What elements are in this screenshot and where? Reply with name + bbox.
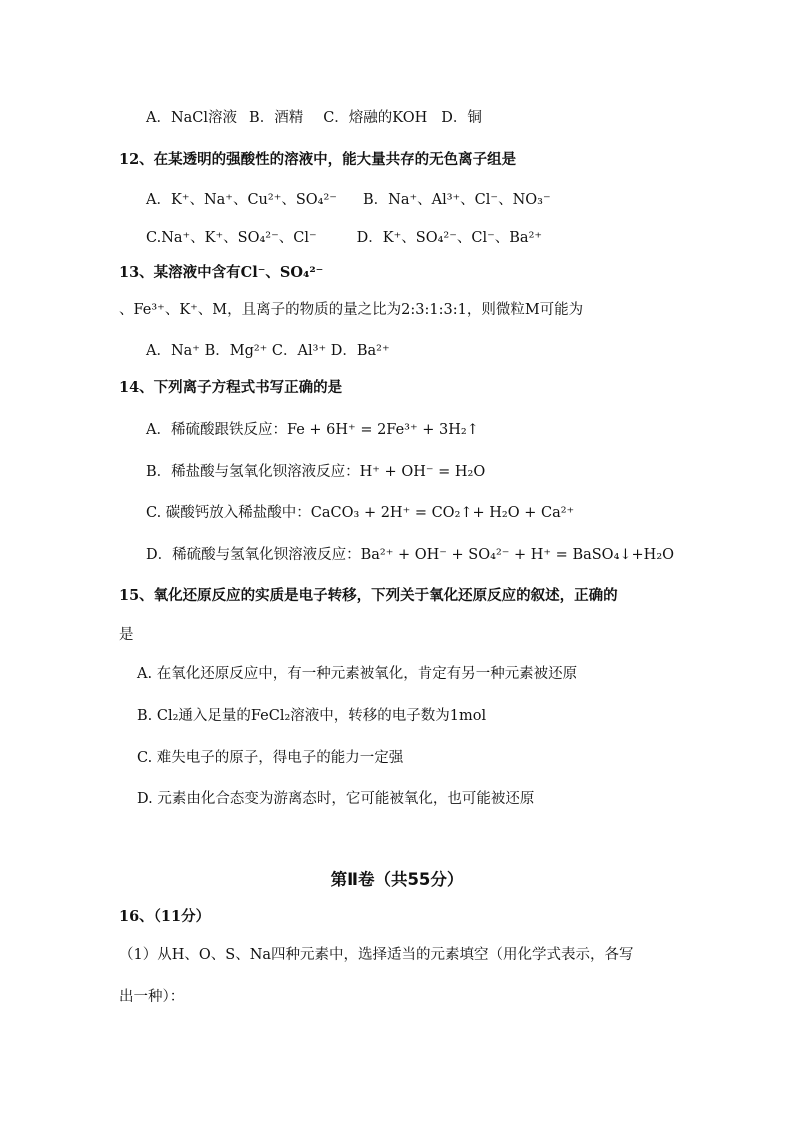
q11-option-c: C．熔融的KOH <box>323 110 428 126</box>
q12-options-row1 <box>146 190 551 210</box>
q15-option-a: A. 在氧化还原反应中，有一种元素被氧化，肯定有另一种元素被还原 <box>137 666 578 682</box>
q13-stem-line1: 13、某溶液中含有Cl⁻、SO₄²⁻ <box>119 264 324 281</box>
q14-stem: 14、下列离子方程式书写正确的是 <box>119 379 343 396</box>
q14-option-a: A．稀硫酸跟铁反应：Fe + 6H⁺ = 2Fe³⁺ + 3H₂↑ <box>146 422 479 438</box>
q16-stem: 16、（11分） <box>119 908 211 925</box>
q12-d-label: D． <box>356 230 383 246</box>
q13-stem-line2: 、Fe³⁺、K⁺、M，且离子的物质的量之比为2:3:1:3:1，则微粒M可能为 <box>119 302 584 318</box>
q12-c-ions: Na⁺、K⁺、SO₄²⁻、Cl⁻ <box>161 230 317 246</box>
q16-part1-line2: 出一种）： <box>119 989 185 1005</box>
q15-option-b: B. Cl₂通入足量的FeCl₂溶液中，转移的电子数为1mol <box>137 708 487 724</box>
q11-option-d: D．铜 <box>441 110 482 126</box>
q12-a-ions: K⁺、Na⁺、Cu²⁺、SO₄²⁻ <box>170 192 337 208</box>
q15-option-c: C. 难失电子的原子，得电子的能力一定强 <box>137 750 404 766</box>
q13-options: A．Na⁺ B．Mg²⁺ C．Al³⁺ D．Ba²⁺ <box>146 343 390 359</box>
q14-option-d: D．稀硫酸与氢氧化钡溶液反应：Ba²⁺ + OH⁻ + SO₄²⁻ + H⁺ = BaSO₄↓+H₂O <box>146 547 675 563</box>
q11-options <box>146 108 482 128</box>
q15-stem-line1: 15、氧化还原反应的实质是电子转移，下列关于氧化还原反应的叙述，正确的 <box>119 587 618 604</box>
q11-option-b: B．酒精 <box>249 110 304 126</box>
q15-stem-line2: 是 <box>119 627 134 643</box>
q14-option-c: C. 碳酸钙放入稀盐酸中：CaCO₃ + 2H⁺ = CO₂↑+ H₂O + Ca²⁺ <box>146 505 575 521</box>
q12-b-ions: Na⁺、Al³⁺、Cl⁻、NO₃⁻ <box>388 192 551 208</box>
q12-options-row2 <box>146 228 542 248</box>
q14-option-b: B．稀盐酸与氢氧化钡溶液反应：H⁺ + OH⁻ = H₂O <box>146 464 486 480</box>
q15-option-d: D. 元素由化合态变为游离态时，它可能被氧化，也可能被还原 <box>137 791 535 807</box>
q12-stem: 12、在某透明的强酸性的溶液中，能大量共存的无色离子组是 <box>119 151 517 168</box>
section-title: 第Ⅱ卷（共55分） <box>330 870 464 889</box>
q12-a-label: A． <box>146 192 171 208</box>
q12-b-label: B． <box>362 192 389 208</box>
q12-d-ions: K⁺、SO₄²⁻、Cl⁻、Ba²⁺ <box>382 230 543 246</box>
q16-part1-line1: （1）从H、O、S、Na四种元素中，选择适当的元素填空（用化学式表示，各写 <box>119 947 634 963</box>
q11-option-a: A．NaCl溶液 <box>146 110 238 126</box>
q12-c-label: C. <box>146 230 162 246</box>
